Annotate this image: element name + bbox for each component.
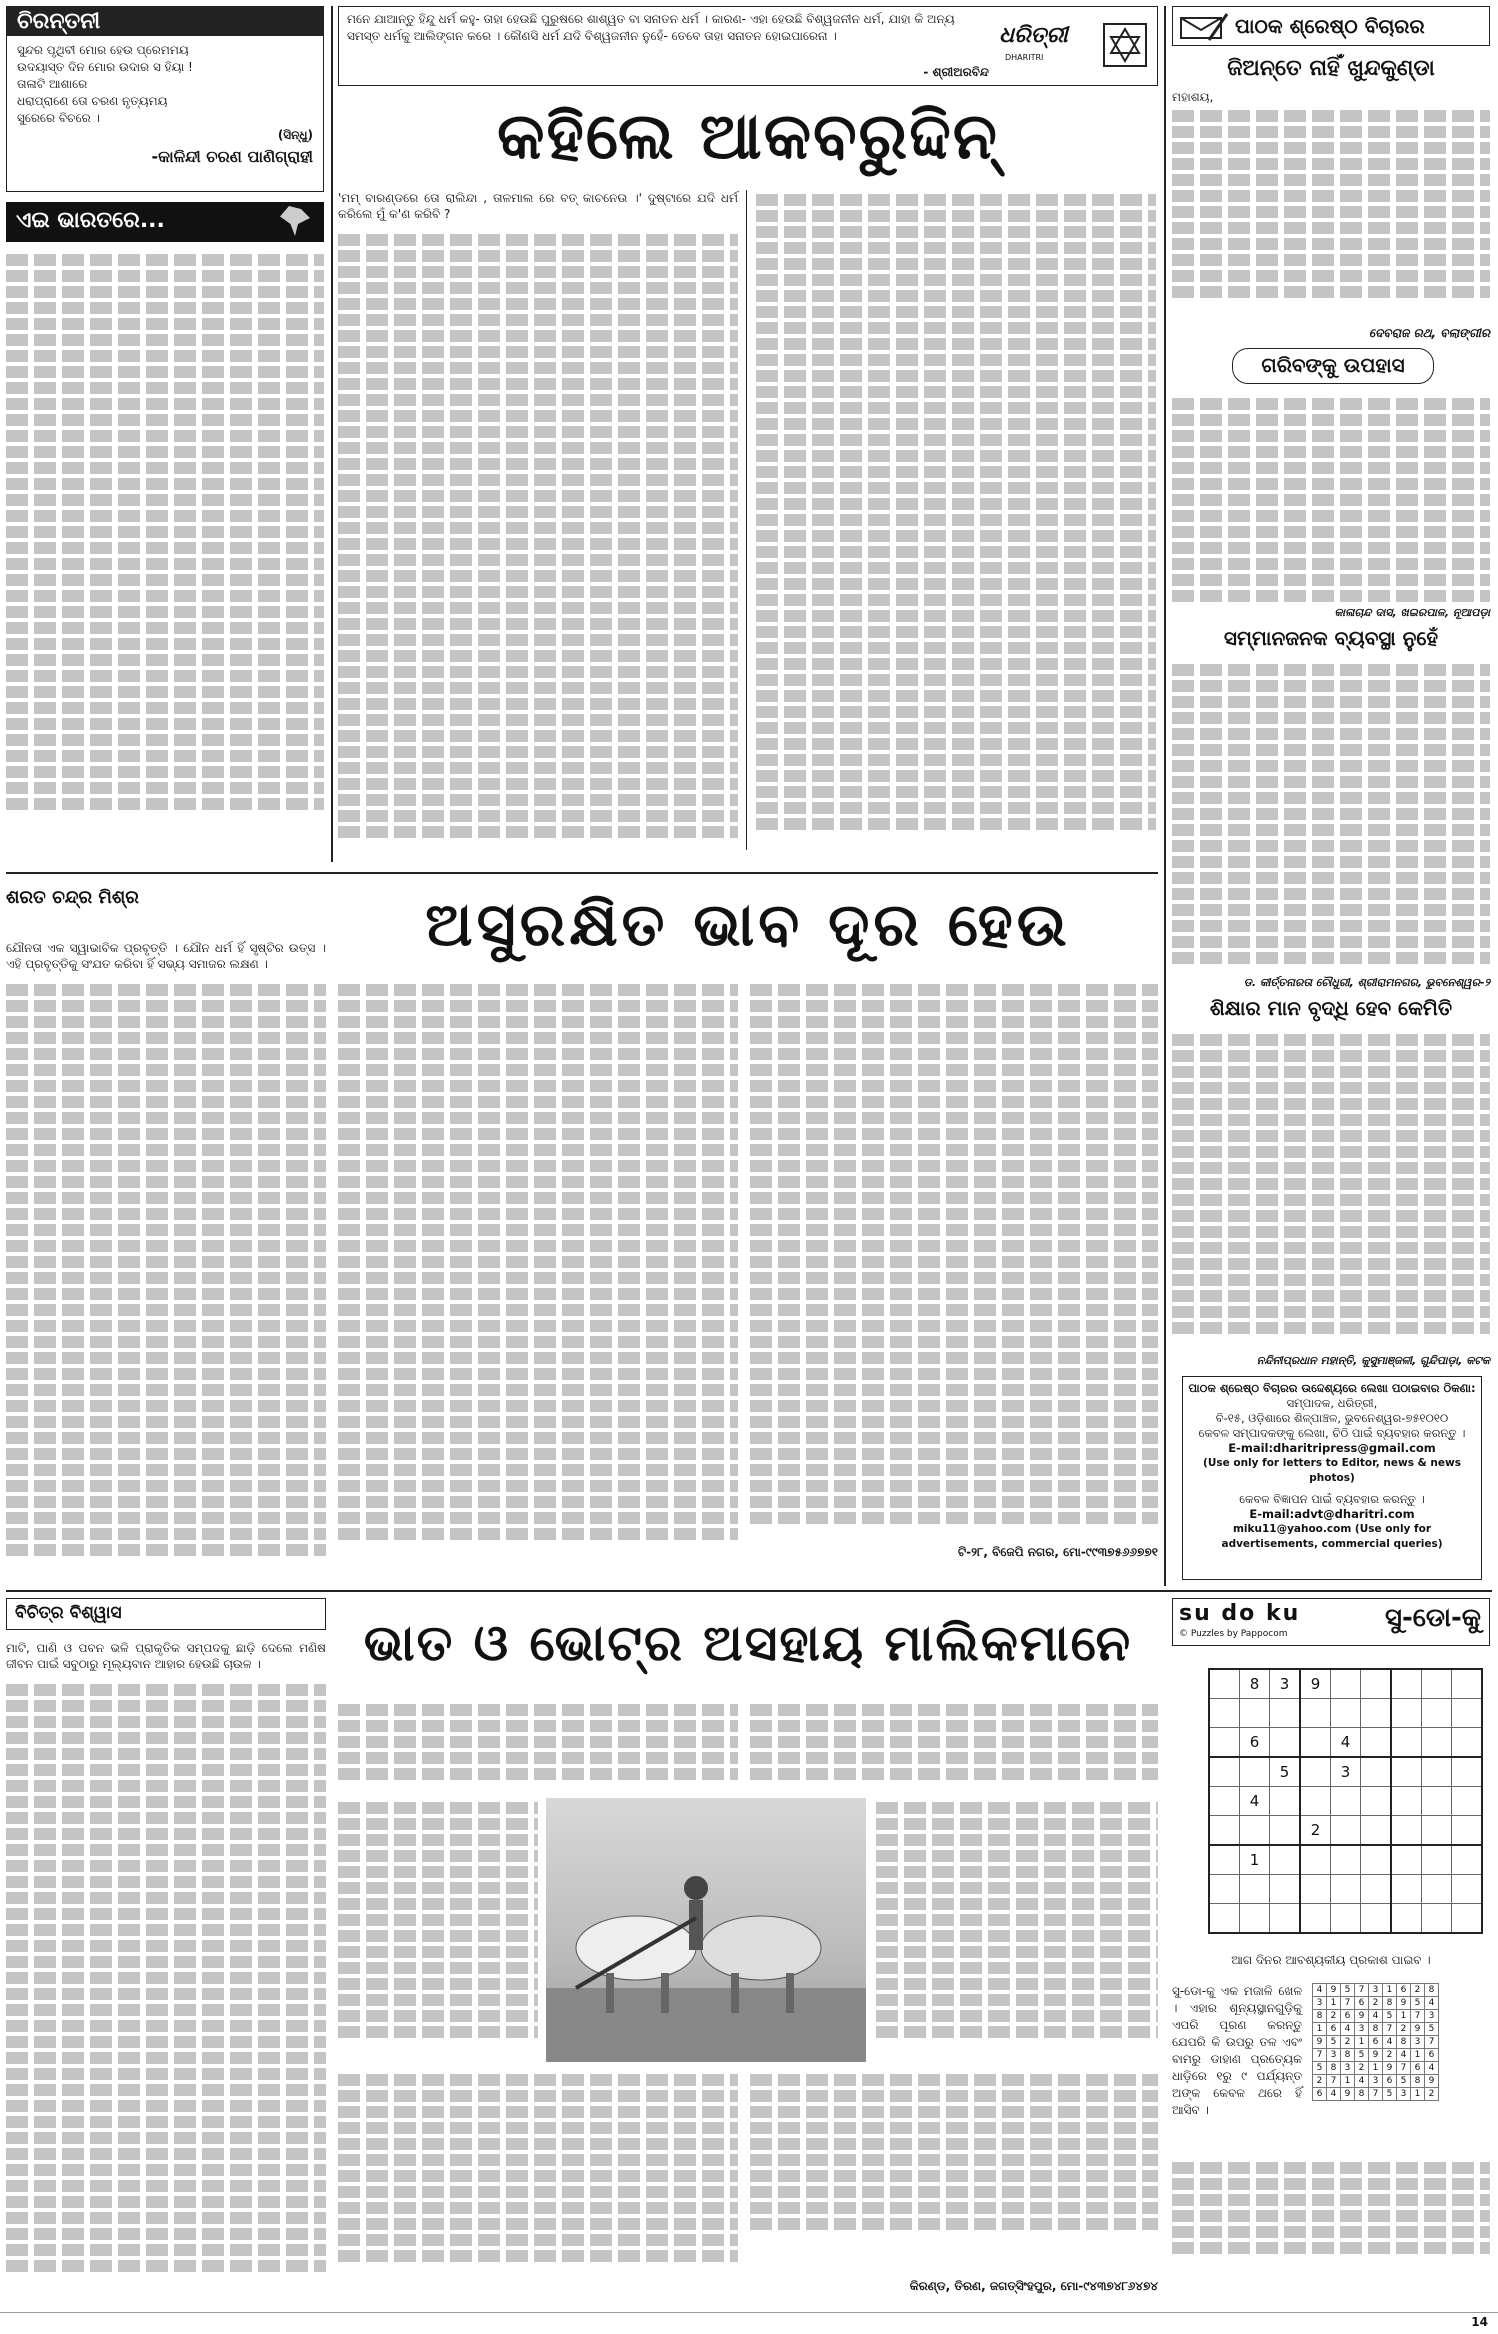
solution-cell: 1 xyxy=(1313,2023,1327,2036)
right-column xyxy=(1172,6,1492,1586)
solution-cell: 2 xyxy=(1327,2010,1341,2023)
sudoku-cell[interactable] xyxy=(1452,1699,1483,1728)
solution-cell: 2 xyxy=(1383,2049,1397,2062)
sudoku-title: ସୁ-ଡୋ-କୁ xyxy=(1385,1603,1481,1633)
solution-cell: 1 xyxy=(1411,2088,1425,2101)
solution-cell: 6 xyxy=(1355,1997,1369,2010)
sudoku-cell[interactable] xyxy=(1361,1816,1392,1846)
solution-cell: 8 xyxy=(1411,2075,1425,2088)
sudoku-cell[interactable] xyxy=(1452,1787,1483,1816)
sudoku-cell[interactable] xyxy=(1270,1787,1301,1816)
solution-cell: 5 xyxy=(1383,2010,1397,2023)
sudoku-cell[interactable]: 3 xyxy=(1270,1669,1301,1699)
solution-cell: 4 xyxy=(1369,2010,1383,2023)
solution-cell: 7 xyxy=(1341,1997,1355,2010)
editorial-body xyxy=(338,190,1158,862)
sudoku-solution-wrap xyxy=(1312,1983,1439,2101)
sudoku-cell[interactable] xyxy=(1422,1875,1452,1904)
sudoku-cell[interactable] xyxy=(1300,1787,1331,1816)
sudoku-cell[interactable] xyxy=(1209,1787,1240,1816)
solution-cell: 9 xyxy=(1425,2075,1439,2088)
solution-cell: 3 xyxy=(1397,2088,1411,2101)
sudoku-cell[interactable] xyxy=(1240,1904,1270,1934)
poem-line: ତାଳାଟି ଆଶାରେ xyxy=(17,77,88,91)
sudoku-cell[interactable] xyxy=(1391,1728,1422,1758)
poem-line: ସୁନ୍ଦର ପୃଥିବୀ ମୋର ହେଉ ପ୍ରେମମୟ xyxy=(17,43,189,57)
solution-cell: 1 xyxy=(1383,1984,1397,1997)
sudoku-cell[interactable] xyxy=(1361,1728,1392,1758)
solution-cell: 3 xyxy=(1327,2049,1341,2062)
solution-cell: 6 xyxy=(1369,2036,1383,2049)
poem-line: ଧରାପ୍ରାଣେ ତୋ ଚରଣ ନୃତ୍ୟମୟ xyxy=(17,94,168,108)
poet-name: -କାଳିନ୍ଦୀ ଚରଣ ପାଣିଗ୍ରାହୀ xyxy=(151,147,313,166)
solution-cell: 6 xyxy=(1425,2049,1439,2062)
letter-title: ଶିକ୍ଷାର ମାନ ବୃଦ୍ଧି ହେବ କେମିତି xyxy=(1209,996,1453,1020)
sudoku-cell[interactable] xyxy=(1422,1904,1452,1934)
sudoku-cell[interactable] xyxy=(1391,1669,1422,1699)
article2-footer: ଟି-୨୮, ବିଜେପି ନଗର, ମୋ-୯୯୩୭୫୬୬୭୭୧ xyxy=(957,1545,1158,1559)
sudoku-cell[interactable] xyxy=(1209,1904,1240,1934)
sudoku-cell[interactable] xyxy=(1452,1757,1483,1787)
solution-cell: 9 xyxy=(1411,2023,1425,2036)
sudoku-grid[interactable] xyxy=(1208,1668,1483,1934)
reader-opinion-header xyxy=(1172,6,1490,46)
sudoku-cell[interactable] xyxy=(1391,1787,1422,1816)
ei-bharatare-banner xyxy=(6,202,324,242)
sudoku-cell[interactable] xyxy=(1422,1816,1452,1846)
article2-lead: ଯୌନତା ଏକ ସ୍ୱାଭାବିକ ପ୍ରବୃତ୍ତି । ଯୌନ ଧର୍ମ ହିଁ ସୃଷ୍ଟିର ଉତ୍ସ । ଏହି ପ୍ରବୃତ୍ତିକୁ ସଂଯତ କରିବା ହିଁ ସଭ୍ୟ ସମାଜର ଲକ୍ଷଣ । xyxy=(6,941,326,971)
sudoku-cell[interactable] xyxy=(1331,1845,1361,1875)
solution-cell: 7 xyxy=(1355,1984,1369,1997)
article3-lead: ମାଟି, ପାଣି ଓ ପବନ ଭଳି ପ୍ରାକୃତିକ ସମ୍ପଦକୁ ଛାଡ଼ି ଦେଲେ ମଣିଷ ଜୀବନ ପାଇଁ ସବୁଠାରୁ ମୂଲ୍ୟବାନ ଆହାର ହେଉଛି ଚାଉଳ । xyxy=(6,1641,326,1671)
left-column xyxy=(6,6,326,866)
sudoku-cell[interactable] xyxy=(1391,1875,1422,1904)
solution-cell: 7 xyxy=(1411,2010,1425,2023)
sudoku-cell[interactable] xyxy=(1240,1757,1270,1787)
quote-author: - ଶ୍ରୀଅରବିନ୍ଦ xyxy=(923,65,989,79)
solution-cell: 7 xyxy=(1397,2062,1411,2075)
sudoku-cell[interactable] xyxy=(1391,1757,1422,1787)
headline-text: ଅସୁରକ୍ଷିତ ଭାବ ଦୂର ହେଉ xyxy=(425,890,1071,960)
solution-cell: 9 xyxy=(1369,2049,1383,2062)
byline-text: ଶରତ ଚନ୍ଦ୍ର ମିଶ୍ର xyxy=(6,887,139,908)
dharitri-logo xyxy=(999,17,1149,77)
sudoku-cell[interactable] xyxy=(1300,1875,1331,1904)
solution-cell: 9 xyxy=(1313,2036,1327,2049)
adv-email-alt[interactable]: miku11@yahoo.com (Use only for advertisements, commercial queries) xyxy=(1221,1523,1443,1550)
article-byline xyxy=(6,880,326,920)
solution-cell: 5 xyxy=(1411,1997,1425,2010)
letter-title: ସମ୍ମାନଜନକ ବ୍ୟବସ୍ଥା ନୁହେଁ xyxy=(1223,626,1439,650)
solution-cell: 5 xyxy=(1397,2075,1411,2088)
letter-signature: ଡ. କୀର୍ତ୍ତନାରତା ଚୌଧୁରୀ, ଶ୍ରୀରାମନଗର, ଭୁବନେଶ୍ୱର-୨ xyxy=(1243,976,1490,989)
sudoku-cell[interactable] xyxy=(1270,1845,1301,1875)
solution-cell: 1 xyxy=(1355,2036,1369,2049)
sudoku-cell[interactable] xyxy=(1209,1845,1240,1875)
sudoku-cell[interactable] xyxy=(1270,1699,1301,1728)
logo-subtext: DHARITRI xyxy=(1005,53,1044,62)
sudoku-cell[interactable] xyxy=(1422,1728,1452,1758)
sudoku-cell[interactable] xyxy=(1300,1699,1331,1728)
contact-address: ବି-୧୫, ଓଡ଼ିଶାରେ ଶିଳ୍ପାଞ୍ଚଳ, ଭୁବନେଶ୍ୱର-୭୫୧୦୧୦ xyxy=(1215,1411,1449,1425)
letter-signature: କାଳାଚାନ୍ଦ ଦାସ, ଖଇରପାଳ, ନୂଆପଡ଼ା xyxy=(1334,606,1490,619)
sudoku-cell[interactable] xyxy=(1240,1699,1270,1728)
letter-salutation: ମହାଶୟ, xyxy=(1172,90,1214,104)
sudoku-cell[interactable]: 6 xyxy=(1240,1728,1270,1758)
contact-title: ପାଠକ ଶ୍ରେଷ୍ଠ ବିଚାରର ଉଦ୍ଦେଶ୍ୟରେ ଲେଖା ପଠାଇବାର ଠିକଣା: xyxy=(1188,1381,1476,1395)
solution-cell: 3 xyxy=(1355,2023,1369,2036)
sudoku-cell[interactable]: 1 xyxy=(1240,1845,1270,1875)
solution-cell: 5 xyxy=(1341,1984,1355,1997)
sudoku-cell[interactable] xyxy=(1361,1757,1392,1787)
sudoku-cell[interactable] xyxy=(1422,1669,1452,1699)
star-of-david-icon xyxy=(1103,23,1147,67)
solution-cell: 9 xyxy=(1341,2088,1355,2101)
solution-cell: 6 xyxy=(1341,2010,1355,2023)
sudoku-cell[interactable] xyxy=(1240,1816,1270,1846)
sudoku-rules: ସୁ-ଡୋ-କୁ ଏକ ମଜାଳି ଖେଳ । ଏହାର ଶୂନ୍ୟସ୍ଥାନଗୁଡ଼ିକୁ ଏପରି ପୂରଣ କରନ୍ତୁ ଯେପରି କି ଉପରୁ ତଳ ଏବଂ ବାମରୁ ଡାହାଣ ପ୍ରତ୍ୟେକ ଧାଡ଼ିରେ ୧ରୁ ୯ ପର୍ଯ୍ୟନ୍ତ ଅଙ୍କ କେବଳ ଥରେ ହିଁ ଆସିବ । xyxy=(1172,1984,1302,2117)
sudoku-cell[interactable] xyxy=(1270,1904,1301,1934)
solution-cell: 8 xyxy=(1355,2088,1369,2101)
letter-signature: ଦେବରାଜ ରଥ, ବଲାଙ୍ଗୀର xyxy=(1369,326,1490,340)
sudoku-cell[interactable] xyxy=(1331,1875,1361,1904)
sudoku-logo: su do ku xyxy=(1179,1601,1301,1626)
page-footer xyxy=(0,2312,1498,2334)
letter-title-text: ଗରିବଙ୍କୁ ଉପହାସ xyxy=(1261,353,1405,377)
reader-header-text: ପାଠକ ଶ୍ରେଷ୍ଠ ବିଚାରର xyxy=(1235,14,1425,38)
sudoku-cell[interactable] xyxy=(1422,1845,1452,1875)
solution-cell: 2 xyxy=(1397,2023,1411,2036)
sudoku-cell[interactable] xyxy=(1452,1904,1483,1934)
solution-cell: 5 xyxy=(1355,2049,1369,2062)
sudoku-cell[interactable]: 5 xyxy=(1270,1757,1301,1787)
sudoku-cell[interactable] xyxy=(1391,1699,1422,1728)
editorial-intro: 'ମମ୍ ବାରଣ୍ଡରେ ତୋ ରାଲିନ୍ଦା , ତାଳମାଲ ରେ ବତ୍ କାଚନେଉ ।' ଦୁଷ୍ଟାରେ ଯଦି ଧର୍ମ କରିଲେ ମୁଁ କ'ଣ କରିବି ? xyxy=(338,191,738,221)
sudoku-cell[interactable] xyxy=(1361,1787,1392,1816)
poem-ref: (ସିନ୍ଧୁ) xyxy=(277,128,313,142)
page-number: 14 xyxy=(1471,2315,1488,2329)
sudoku-cell[interactable] xyxy=(1209,1757,1240,1787)
solution-cell: 8 xyxy=(1425,1984,1439,1997)
solution-cell: 5 xyxy=(1313,2062,1327,2075)
solution-cell: 4 xyxy=(1327,2088,1341,2101)
article2-body xyxy=(6,940,1158,1580)
sudoku-cell[interactable] xyxy=(1331,1699,1361,1728)
chirantani-box xyxy=(6,6,324,192)
sudoku-cell[interactable] xyxy=(1300,1904,1331,1934)
sudoku-cell[interactable] xyxy=(1331,1816,1361,1846)
sudoku-cell[interactable] xyxy=(1209,1699,1240,1728)
solution-cell: 2 xyxy=(1341,2036,1355,2049)
editorial-headline xyxy=(338,92,1158,184)
solution-cell: 2 xyxy=(1355,2062,1369,2075)
sudoku-cell[interactable] xyxy=(1391,1845,1422,1875)
solution-cell: 4 xyxy=(1397,2049,1411,2062)
chirantani-heading: ଚିରନ୍ତନୀ xyxy=(7,7,323,36)
sudoku-cell[interactable] xyxy=(1422,1699,1452,1728)
solution-cell: 6 xyxy=(1397,1984,1411,1997)
sudoku-cell[interactable]: 4 xyxy=(1240,1787,1270,1816)
contact-box xyxy=(1182,1376,1482,1580)
sudoku-copyright: © Puzzles by Pappocom xyxy=(1179,1629,1288,1639)
sudoku-caption: ଆଗ ଦିନର ଆବଶ୍ୟକୀୟ ପ୍ରକାଶ ପାଇବ । xyxy=(1231,1953,1431,1967)
solution-cell: 8 xyxy=(1341,2049,1355,2062)
solution-cell: 1 xyxy=(1411,2049,1425,2062)
solution-cell: 7 xyxy=(1327,2075,1341,2088)
sudoku-cell[interactable] xyxy=(1270,1728,1301,1758)
farmer-plough-photo xyxy=(546,1798,866,2062)
section-title: ବିଚିତ୍ର ବିଶ୍ୱାସ xyxy=(15,1603,122,1623)
sudoku-cell[interactable]: 8 xyxy=(1240,1669,1270,1699)
solution-cell: 8 xyxy=(1327,2062,1341,2075)
article3-footer: କିରଣ୍ଡ, ତିରଣ, ଜଗତ୍‌ସିଂହପୁର, ମୋ-୯୪୩୭୪୮୬୪୭୪ xyxy=(909,2279,1158,2293)
ei-bharatare-body xyxy=(6,250,324,860)
sudoku-cell[interactable] xyxy=(1331,1904,1361,1934)
sudoku-cell[interactable] xyxy=(1331,1669,1361,1699)
sudoku-cell[interactable] xyxy=(1422,1787,1452,1816)
solution-cell: 9 xyxy=(1355,2010,1369,2023)
solution-cell: 4 xyxy=(1425,2062,1439,2075)
bichitra-biswas-label xyxy=(6,1598,326,1630)
sudoku-cell[interactable] xyxy=(1209,1875,1240,1904)
solution-cell: 8 xyxy=(1313,2010,1327,2023)
sudoku-cell[interactable]: 9 xyxy=(1300,1669,1331,1699)
sudoku-cell[interactable] xyxy=(1361,1699,1392,1728)
solution-cell: 3 xyxy=(1425,2010,1439,2023)
contact-note: କେବଳ ସମ୍ପାଦକଙ୍କୁ ଲେଖା, ଚିଠି ପାଇଁ ବ୍ୟବହାର କରନ୍ତୁ । xyxy=(1198,1426,1466,1440)
sudoku-cell[interactable]: 3 xyxy=(1331,1757,1361,1787)
sudoku-cell[interactable] xyxy=(1422,1757,1452,1787)
sudoku-cell[interactable] xyxy=(1331,1787,1361,1816)
solution-cell: 3 xyxy=(1411,2036,1425,2049)
letter-signature: ନନ୍ଦିନୀପ୍ରଧାନ ମହାନ୍ତି, କୁସୁମାଞ୍ଜଳୀ, ଗୁନ୍ଦିପାଡ଼ା, କଟକ xyxy=(1256,1354,1490,1367)
sudoku-cell[interactable]: 4 xyxy=(1331,1728,1361,1758)
top-quote-box xyxy=(338,6,1158,86)
solution-cell: 4 xyxy=(1383,2036,1397,2049)
headline-text: କହିଲେ ଆକବରୁଦ୍ଦିନ୍ xyxy=(497,100,999,174)
solution-cell: 6 xyxy=(1411,2062,1425,2075)
solution-cell: 3 xyxy=(1341,2062,1355,2075)
headline-text: ଭାତ ଓ ଭୋଟ୍‌ର ଅସହାୟ ମାଲିକମାନେ xyxy=(363,1614,1133,1672)
contact-address: ସମ୍ପାଦକ, ଧରିତ୍ରୀ, xyxy=(1286,1396,1378,1410)
solution-cell: 7 xyxy=(1369,2088,1383,2101)
solution-cell: 7 xyxy=(1383,2023,1397,2036)
solution-cell: 6 xyxy=(1313,2088,1327,2101)
solution-cell: 2 xyxy=(1411,1984,1425,1997)
solution-cell: 5 xyxy=(1383,2088,1397,2101)
solution-cell: 1 xyxy=(1369,2062,1383,2075)
sudoku-cell[interactable] xyxy=(1361,1669,1392,1699)
solution-cell: 4 xyxy=(1341,2023,1355,2036)
solution-cell: 4 xyxy=(1313,1984,1327,1997)
sudoku-cell[interactable] xyxy=(1209,1816,1240,1846)
envelope-pen-icon xyxy=(1179,12,1229,42)
sudoku-cell[interactable] xyxy=(1240,1875,1270,1904)
solution-cell: 6 xyxy=(1327,2023,1341,2036)
sudoku-cell[interactable] xyxy=(1209,1728,1240,1758)
oxen-plough-illustration xyxy=(546,1798,866,2062)
sudoku-cell[interactable] xyxy=(1452,1816,1483,1846)
sudoku-cell[interactable] xyxy=(1300,1845,1331,1875)
sudoku-cell[interactable] xyxy=(1300,1757,1331,1787)
sudoku-cell[interactable] xyxy=(1361,1845,1392,1875)
adv-email[interactable]: E-mail:advt@dharitri.com xyxy=(1249,1507,1415,1521)
solution-cell: 3 xyxy=(1313,1997,1327,2010)
quote-text: ମନେ ଯାଆନ୍ତୁ ହିନ୍ଦୁ ଧର୍ମ କହୁ- ତାହା ହେଉଛି ପୁରୁଷରେ ଶାଶ୍ୱତ ବା ସନାତନ ଧର୍ମ । କାରଣ- ଏହା ହେଉଛି ବିଶ୍ୱଜନୀନ ଧର୍ମ, ଯାହା କି ଅନ୍ୟ ସମସ୍ତ ଧର୍ମକୁ ଆଲିଙ୍ଗନ କରେ । କୌଣସି ଧର୍ମ ଯଦି ବିଶ୍ୱଜନୀନ ନୁହେଁ- ତେବେ ତାହା ସନାତନ ହୋଇପାରେନା । xyxy=(347,12,955,43)
sudoku-cell[interactable] xyxy=(1452,1728,1483,1758)
solution-cell: 9 xyxy=(1327,1984,1341,1997)
solution-cell: 2 xyxy=(1425,2088,1439,2101)
solution-cell: 1 xyxy=(1327,1997,1341,2010)
solution-cell: 5 xyxy=(1425,2023,1439,2036)
adv-note: କେବଳ ବିଜ୍ଞାପନ ପାଇଁ ବ୍ୟବହାର କରନ୍ତୁ । xyxy=(1239,1492,1425,1506)
india-map-icon xyxy=(280,206,310,236)
sudoku-cell[interactable] xyxy=(1300,1728,1331,1758)
sudoku-cell[interactable] xyxy=(1270,1875,1301,1904)
solution-cell: 8 xyxy=(1397,2036,1411,2049)
sudoku-cell[interactable] xyxy=(1391,1816,1422,1846)
sudoku-cell[interactable] xyxy=(1270,1816,1301,1846)
solution-cell: 4 xyxy=(1355,2075,1369,2088)
editor-email[interactable]: E-mail:dharitripress@gmail.com xyxy=(1228,1441,1436,1455)
solution-cell: 1 xyxy=(1397,2010,1411,2023)
solution-cell: 2 xyxy=(1369,1997,1383,2010)
editor-email-note: (Use only for letters to Editor, news & news photos) xyxy=(1203,1457,1461,1484)
solution-cell: 6 xyxy=(1383,2075,1397,2088)
solution-cell: 8 xyxy=(1383,1997,1397,2010)
sudoku-cell[interactable] xyxy=(1452,1875,1483,1904)
article3-body xyxy=(6,1640,1158,2305)
poem-line: ଉଦୟାସ୍ତ ଦିନ ମୋର ଉଦାର ସ ହିୟା ! xyxy=(17,60,193,74)
solution-cell: 3 xyxy=(1369,2075,1383,2088)
sudoku-cell[interactable]: 2 xyxy=(1300,1816,1331,1846)
sudoku-cell[interactable] xyxy=(1391,1904,1422,1934)
letter-title: ଜିଅନ୍ତେ ନାହିଁ ଖୁନ୍ଦକୁଣ୍ଡା xyxy=(1227,56,1435,81)
solution-cell: 3 xyxy=(1369,1984,1383,1997)
solution-cell: 5 xyxy=(1327,2036,1341,2049)
solution-cell: 7 xyxy=(1425,2036,1439,2049)
sudoku-cell[interactable] xyxy=(1209,1669,1240,1699)
solution-cell: 9 xyxy=(1397,1997,1411,2010)
sudoku-cell[interactable] xyxy=(1452,1669,1483,1699)
section-title: ଏଇ ଭାରତରେ... xyxy=(16,208,165,233)
solution-cell: 1 xyxy=(1341,2075,1355,2088)
sudoku-cell[interactable] xyxy=(1361,1875,1392,1904)
poem-line: ସୁରେରେ ବିଚରେ । xyxy=(17,111,100,125)
sudoku-solution-grid xyxy=(1312,1983,1439,2101)
solution-cell: 2 xyxy=(1313,2075,1327,2088)
letter-title xyxy=(1232,348,1434,384)
solution-cell: 9 xyxy=(1383,2062,1397,2075)
solution-cell: 8 xyxy=(1369,2023,1383,2036)
sudoku-brand xyxy=(1172,1598,1490,1646)
logo-text: ଧରିତ୍ରୀ xyxy=(999,23,1068,48)
sudoku-cell[interactable] xyxy=(1452,1845,1483,1875)
sudoku-panel xyxy=(1172,1598,1492,2308)
solution-cell: 4 xyxy=(1425,1997,1439,2010)
sudoku-cell[interactable] xyxy=(1361,1904,1392,1934)
sudoku-grid-wrap xyxy=(1208,1668,1483,1934)
solution-cell: 7 xyxy=(1313,2049,1327,2062)
